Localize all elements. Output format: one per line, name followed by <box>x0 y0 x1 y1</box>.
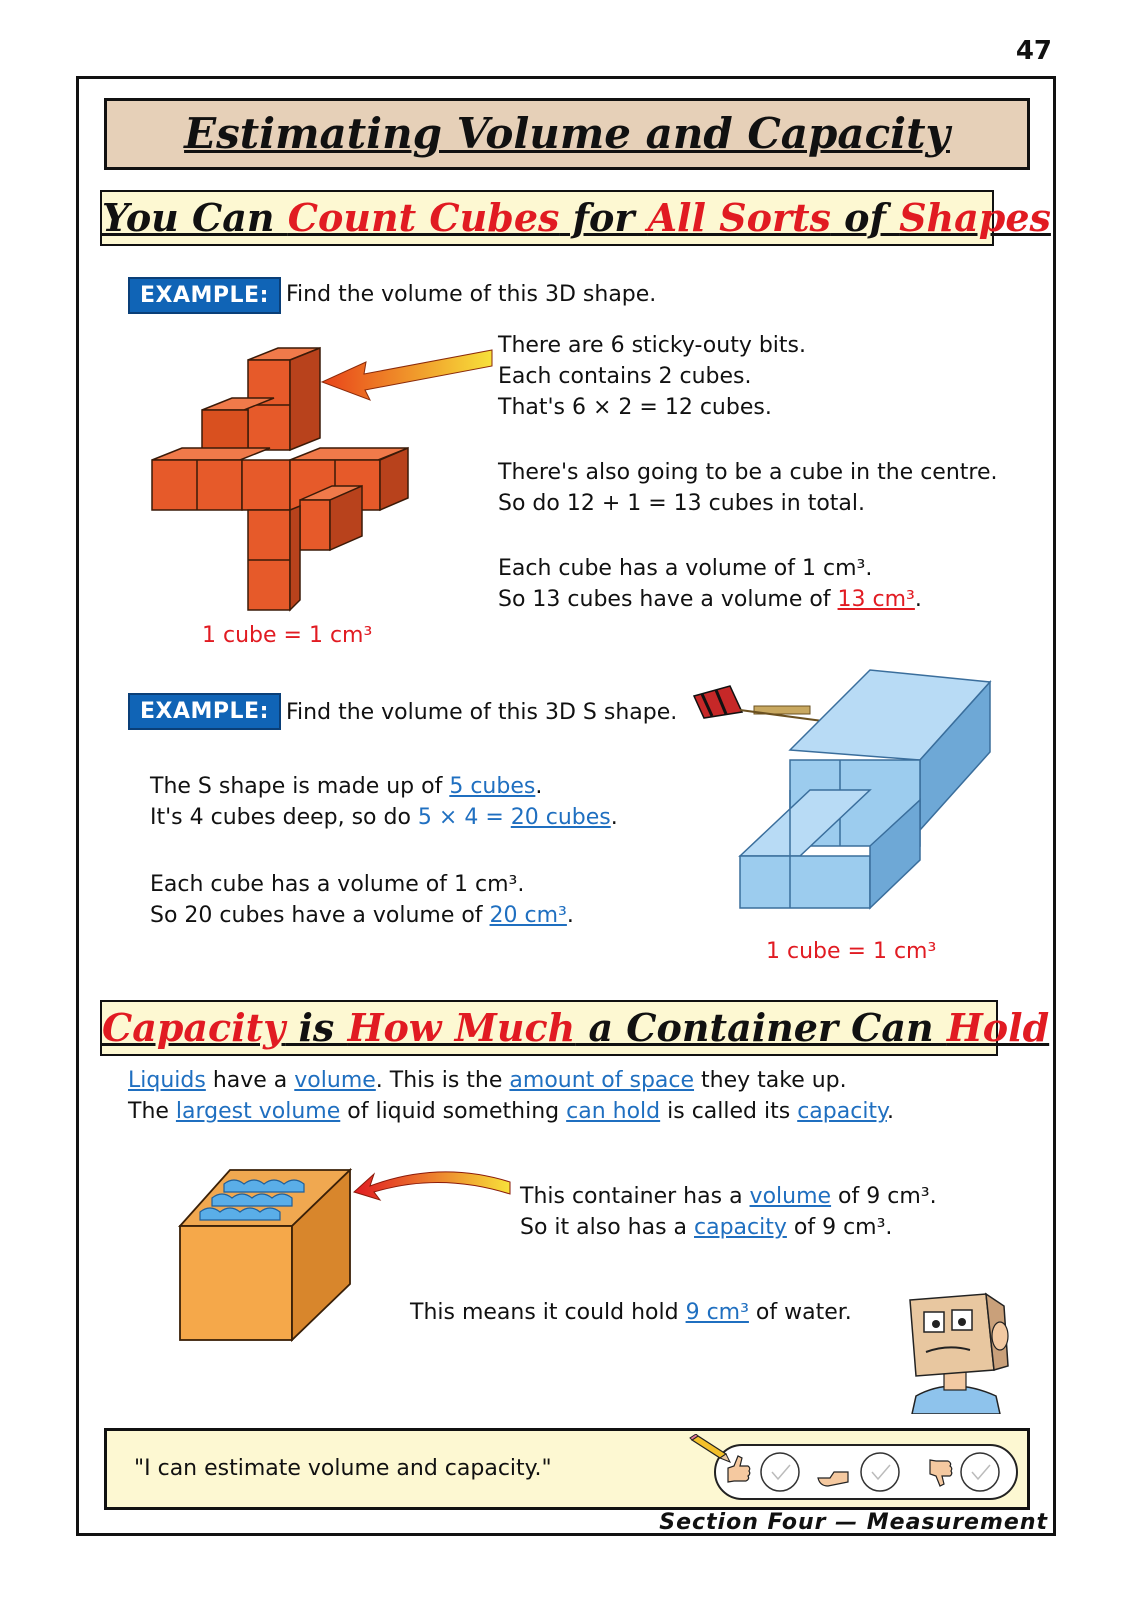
explanation-line: It's 4 cubes deep, so do 5 × 4 = 20 cubes. <box>150 805 618 830</box>
highlight-value: 20 cubes <box>510 805 611 830</box>
example-badge: EXAMPLE: <box>128 277 281 314</box>
highlight-value: 20 cm³ <box>489 903 567 928</box>
heading-part: is <box>285 1005 348 1050</box>
explanation-answer-line: So 13 cubes have a volume of 13 cm³. <box>498 587 922 612</box>
heading-part: a Container Can <box>575 1005 947 1050</box>
orange-cross-shape-illustration <box>140 330 510 620</box>
example1-prompt: Find the volume of this 3D shape. <box>286 282 657 307</box>
heading-part: How Much <box>347 1005 576 1050</box>
section-footer: Section Four — Measurement <box>659 1510 1048 1535</box>
thumbs-down-icon <box>930 1460 952 1486</box>
example2-explanation <box>150 771 618 931</box>
title-banner <box>104 98 1030 170</box>
check-circle-poor[interactable] <box>961 1453 999 1491</box>
explanation-line: Each contains 2 cubes. <box>498 364 752 389</box>
explanation-line: Each cube has a volume of 1 cm³. <box>150 872 525 897</box>
explanation-line: So 20 cubes have a volume of 20 cm³. <box>150 903 574 928</box>
container-explanation <box>520 1181 937 1243</box>
capacity-intro <box>128 1065 894 1127</box>
learning-statement: "I can estimate volume and capacity." <box>134 1456 552 1481</box>
heading-part: of <box>830 195 900 240</box>
cube-caption: 1 cube = 1 cm³ <box>202 623 373 648</box>
explanation-line: Each cube has a volume of 1 cm³. <box>498 556 873 581</box>
check-circle-good[interactable] <box>761 1453 799 1491</box>
pencil-icon <box>688 1434 732 1464</box>
page-title: Estimating Volume and Capacity <box>184 109 950 158</box>
heading-part: Hold <box>946 1005 1050 1050</box>
page-number: 47 <box>1015 36 1052 66</box>
thumbs-sideways-icon <box>818 1472 848 1486</box>
cube-caption: 1 cube = 1 cm³ <box>766 939 937 964</box>
highlight-calc: 5 × 4 = <box>417 805 511 830</box>
heading-part: Capacity <box>102 1005 286 1050</box>
container-line: This container has a volume of 9 cm³. <box>520 1184 937 1209</box>
explanation-line: There are 6 sticky-outy bits. <box>498 333 806 358</box>
container-conclusion: This means it could hold 9 cm³ of water. <box>410 1300 852 1325</box>
heading-part: for <box>559 195 648 240</box>
self-assessment-panel <box>714 1444 1018 1500</box>
heading-part: You Can <box>102 195 288 240</box>
heading-part: Count Cubes <box>287 195 560 240</box>
example1-explanation <box>498 330 997 615</box>
check-circle-ok[interactable] <box>861 1453 899 1491</box>
section-heading-capacity <box>100 1000 1050 1056</box>
explanation-line: There's also going to be a cube in the centre. <box>498 460 998 485</box>
container-line: So it also has a capacity of 9 cm³. <box>520 1215 893 1240</box>
explanation-line: That's 6 × 2 = 12 cubes. <box>498 395 772 420</box>
intro-line: The largest volume of liquid something can hold is called its capacity. <box>128 1099 894 1124</box>
blue-s-shape-illustration <box>690 660 1000 950</box>
intro-line: Liquids have a volume. This is the amount of space they take up. <box>128 1068 847 1093</box>
box-head-character-illustration <box>896 1286 1016 1414</box>
example2-prompt: Find the volume of this 3D S shape. <box>286 700 678 725</box>
highlight-value: 5 cubes <box>449 774 536 799</box>
heading-part: Shapes <box>899 195 1051 240</box>
example-badge: EXAMPLE: <box>128 693 281 730</box>
dart-icon <box>694 686 830 722</box>
explanation-line: The S shape is made up of 5 cubes. <box>150 774 543 799</box>
explanation-line: So do 12 + 1 = 13 cubes in total. <box>498 491 865 516</box>
heading-part: All Sorts <box>647 195 831 240</box>
section-heading-count-cubes <box>100 190 1051 246</box>
answer-value: 13 cm³ <box>837 587 915 612</box>
